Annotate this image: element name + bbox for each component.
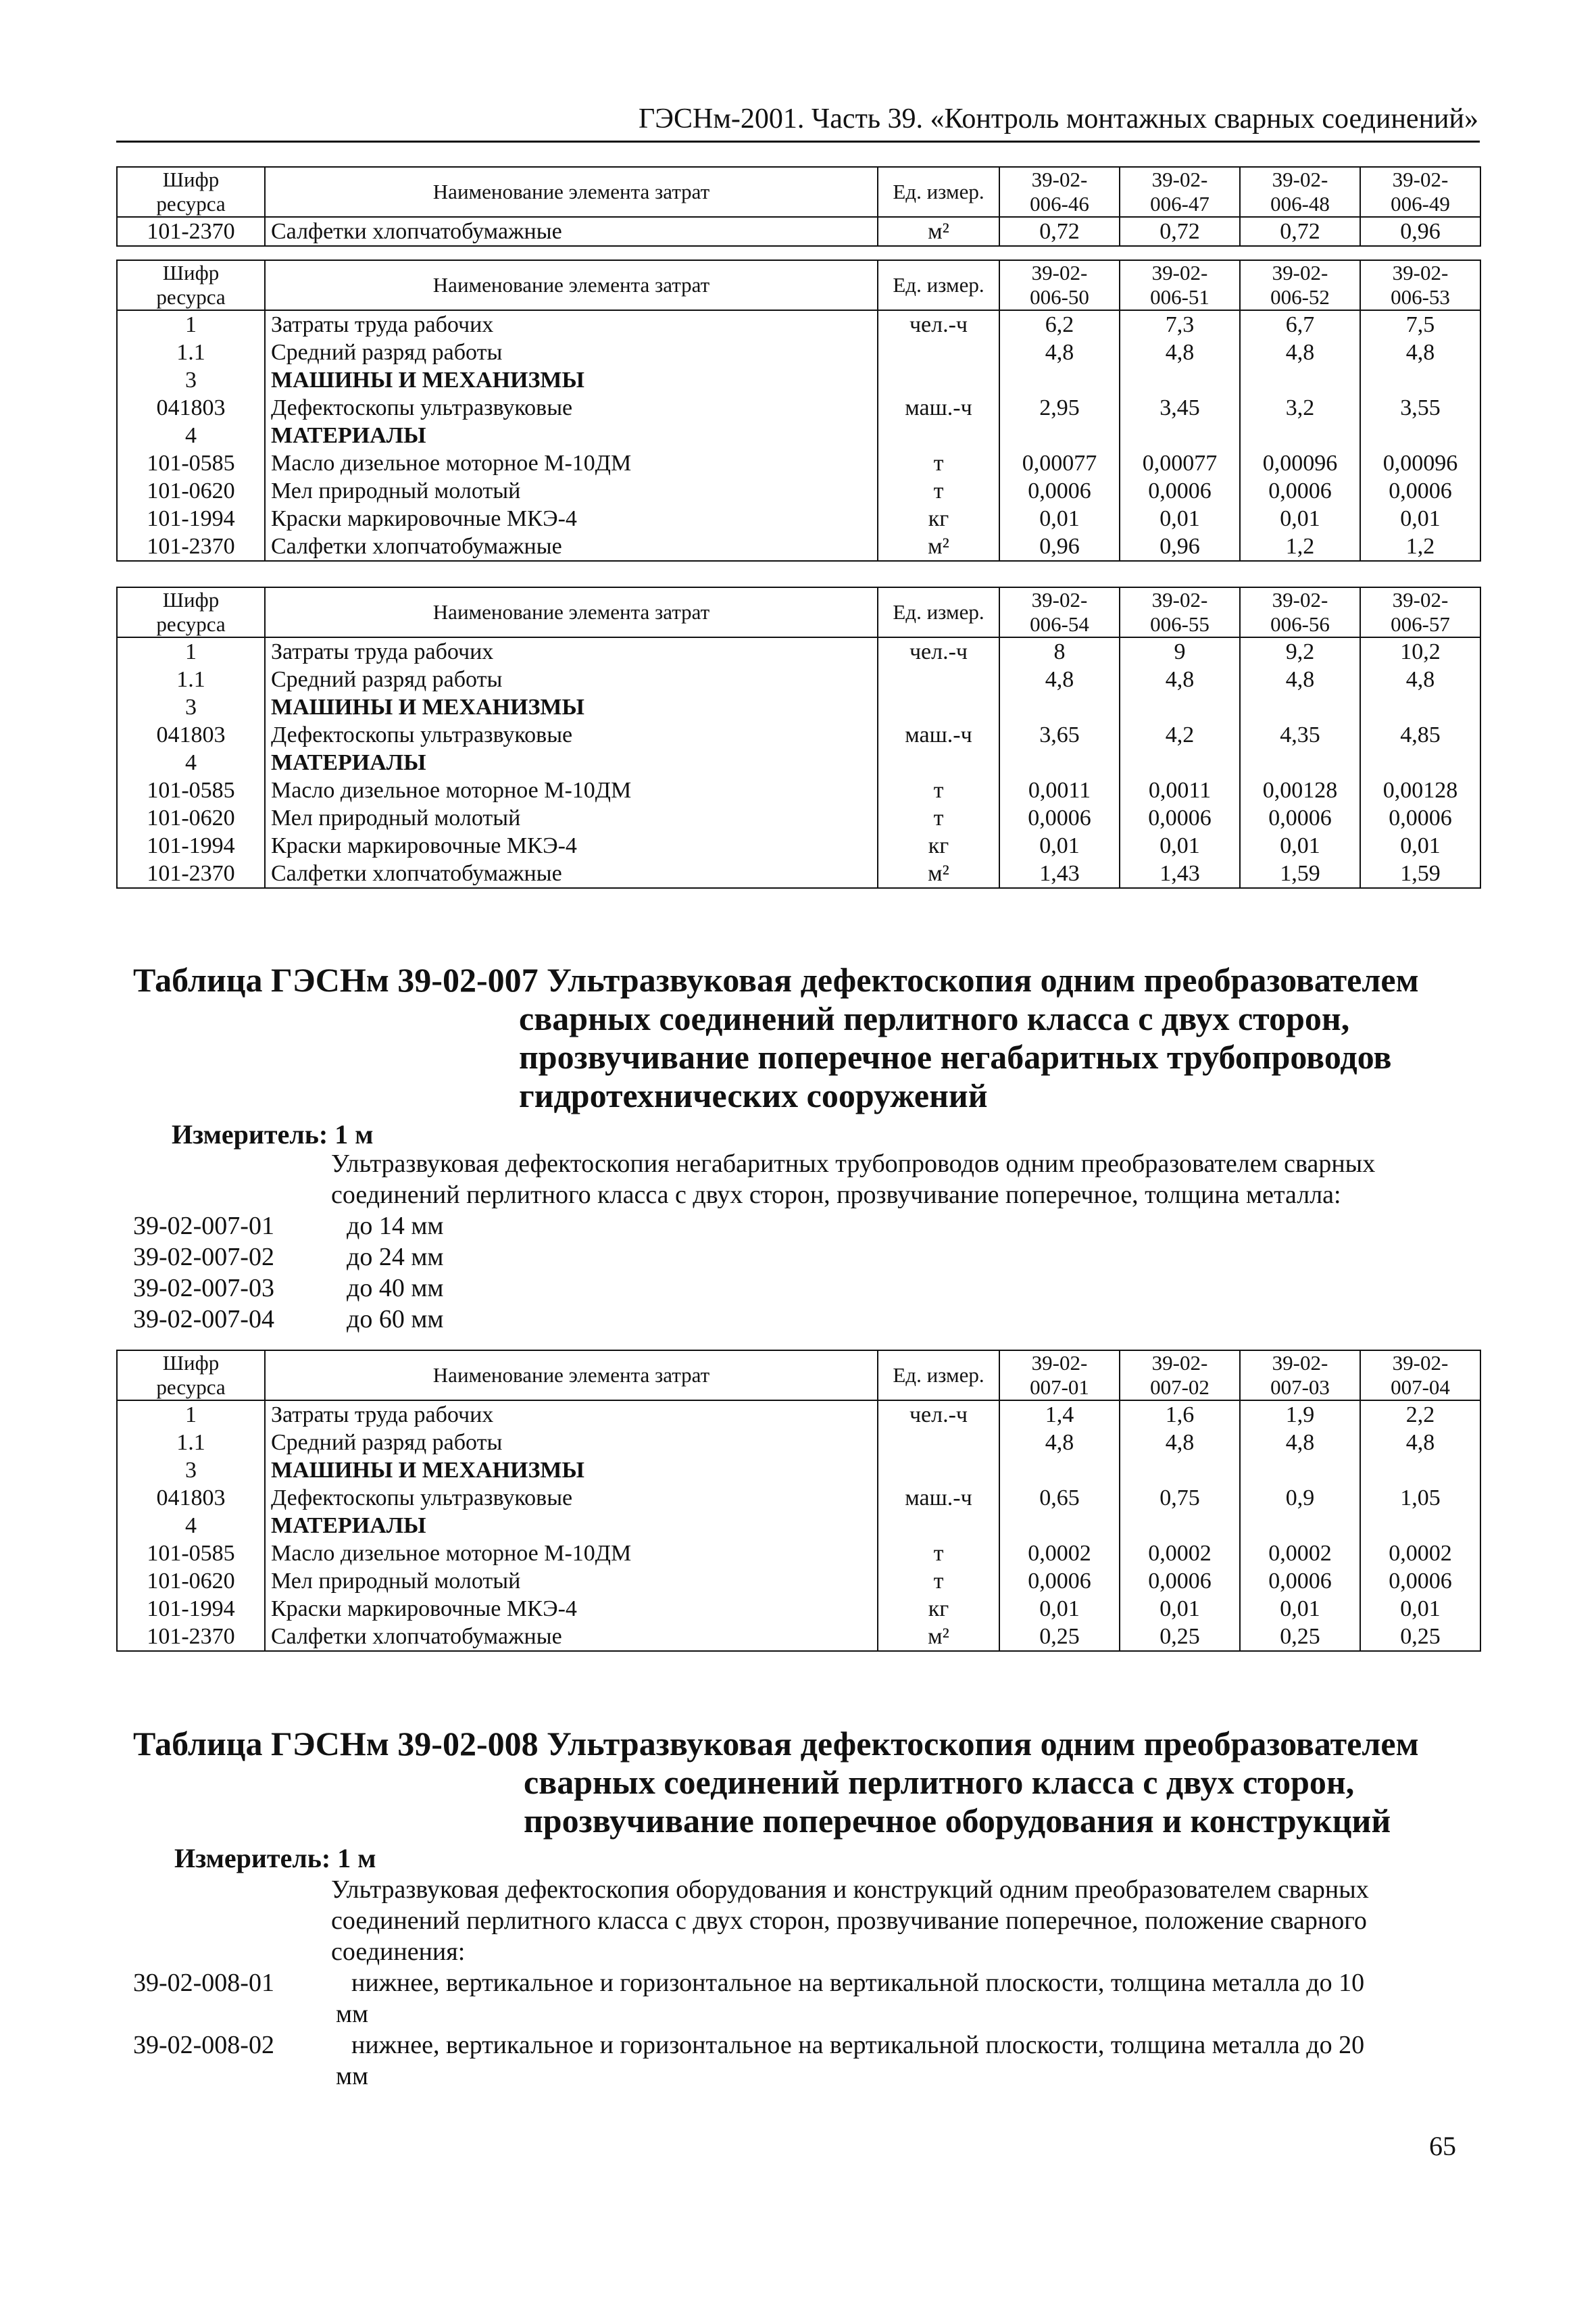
cell-value: 0,96 [1360, 217, 1480, 246]
cell-value: 4,35 [1240, 721, 1360, 749]
cell-value: 0,0006 [999, 804, 1120, 832]
resource-table-007 [116, 1350, 1481, 1652]
cell-unit [878, 749, 999, 777]
table-row [117, 422, 1480, 449]
cell-value: 0,01 [1240, 1595, 1360, 1623]
cell-value [1360, 693, 1480, 721]
cell-code: 101-1994 [117, 1595, 265, 1623]
cell-value: 1,59 [1360, 860, 1480, 888]
cell-unit [878, 422, 999, 449]
cell-code: 1 [117, 1400, 265, 1429]
header-unit: Ед. измер. [878, 587, 999, 637]
cell-unit: чел.-ч [878, 637, 999, 666]
cell-unit: м² [878, 860, 999, 888]
cell-value: 1,43 [1120, 860, 1240, 888]
header-norm-code: 39-02- 006-56 [1240, 587, 1360, 637]
cell-name: МАШИНЫ И МЕХАНИЗМЫ [265, 1456, 878, 1484]
cell-value: 2,95 [999, 394, 1120, 422]
cell-value: 0,25 [1240, 1623, 1360, 1651]
cell-name: МАШИНЫ И МЕХАНИЗМЫ [265, 693, 878, 721]
cell-value: 0,0006 [1240, 1567, 1360, 1595]
item-text: нижнее, вертикальное и горизонтальное на вертикальной плоскости, толщина металла до 10 [351, 1969, 1365, 1997]
item-code: 39-02-008-02 [133, 2031, 274, 2059]
cell-value: 0,01 [1120, 505, 1240, 533]
header-code: Шифр ресурса [117, 167, 265, 217]
cell-unit: чел.-ч [878, 310, 999, 339]
cell-code: 101-0585 [117, 449, 265, 477]
cell-value: 4,8 [999, 339, 1120, 366]
header-unit: Ед. измер. [878, 167, 999, 217]
cell-value: 0,01 [1240, 832, 1360, 860]
header-norm-code: 39-02- 007-02 [1120, 1350, 1240, 1400]
cell-value: 0,72 [1120, 217, 1240, 246]
item-code: 39-02-007-01 [133, 1212, 274, 1240]
cell-unit [878, 1512, 999, 1540]
cell-value: 7,3 [1120, 310, 1240, 339]
cell-value [1360, 1456, 1480, 1484]
cell-name: Мел природный молотый [265, 804, 878, 832]
header-norm-code: 39-02- 006-46 [999, 167, 1120, 217]
cell-value [1120, 749, 1240, 777]
cell-code: 3 [117, 366, 265, 394]
header-norm-code: 39-02- 006-52 [1240, 260, 1360, 310]
table-row [117, 749, 1480, 777]
section-008-title-line2: сварных соединений перлитного класса с двух сторон, [524, 1763, 1355, 1801]
cell-unit: т [878, 449, 999, 477]
cell-name: Салфетки хлопчатобумажные [265, 860, 878, 888]
table-row [117, 366, 1480, 394]
cell-unit: маш.-ч [878, 394, 999, 422]
cell-value: 0,01 [999, 832, 1120, 860]
cell-unit [878, 1456, 999, 1484]
cell-value: 9,2 [1240, 637, 1360, 666]
cell-unit: т [878, 804, 999, 832]
cell-value: 1,59 [1240, 860, 1360, 888]
cell-unit: т [878, 477, 999, 505]
table-row [117, 1595, 1480, 1623]
cell-value: 0,00077 [1120, 449, 1240, 477]
section-008-desc-line2: соединений перлитного класса с двух сторон, прозвучивание поперечное, положение сварного [331, 1906, 1367, 1935]
cell-name: Краски маркировочные МКЭ-4 [265, 505, 878, 533]
cell-value [1360, 749, 1480, 777]
header-norm-code: 39-02- 007-03 [1240, 1350, 1360, 1400]
cell-value: 4,2 [1120, 721, 1240, 749]
cell-name: Дефектоскопы ультразвуковые [265, 394, 878, 422]
cell-value: 1,4 [999, 1400, 1120, 1429]
item-text-cont: мм [336, 2000, 369, 2028]
cell-unit: кг [878, 505, 999, 533]
item-code: 39-02-007-02 [133, 1243, 274, 1271]
table-row [117, 505, 1480, 533]
header-norm-code: 39-02- 007-04 [1360, 1350, 1480, 1400]
item-text: до 24 мм [347, 1243, 444, 1271]
header-norm-code: 39-02- 006-51 [1120, 260, 1240, 310]
cell-value: 0,0006 [1360, 804, 1480, 832]
cell-value: 6,2 [999, 310, 1120, 339]
header-name: Наименование элемента затрат [265, 1350, 878, 1400]
cell-value: 0,0006 [1360, 1567, 1480, 1595]
cell-value: 0,0006 [1120, 477, 1240, 505]
cell-code: 3 [117, 1456, 265, 1484]
cell-name: Салфетки хлопчатобумажные [265, 533, 878, 561]
cell-value: 6,7 [1240, 310, 1360, 339]
cell-value: 0,0002 [1120, 1540, 1240, 1567]
cell-value: 0,00128 [1360, 777, 1480, 804]
cell-value: 0,25 [999, 1623, 1120, 1651]
cell-value [1360, 422, 1480, 449]
cell-value: 0,72 [999, 217, 1120, 246]
table-row [117, 1512, 1480, 1540]
cell-value: 0,01 [1120, 832, 1240, 860]
cell-value: 0,25 [1360, 1623, 1480, 1651]
cell-unit: м² [878, 533, 999, 561]
cell-name: Затраты труда рабочих [265, 310, 878, 339]
cell-value: 0,0006 [999, 477, 1120, 505]
cell-value [1120, 693, 1240, 721]
cell-name: Краски маркировочные МКЭ-4 [265, 832, 878, 860]
cell-code: 101-0620 [117, 477, 265, 505]
cell-value: 0,72 [1240, 217, 1360, 246]
section-007-title-line1: Таблица ГЭСНм 39-02-007 Ультразвуковая дефектоскопия одним преобразователем [133, 961, 1419, 999]
cell-value [1240, 749, 1360, 777]
cell-code: 4 [117, 749, 265, 777]
header-code: Шифр ресурса [117, 1350, 265, 1400]
cell-code: 1 [117, 637, 265, 666]
cell-value: 4,8 [1240, 1429, 1360, 1456]
cell-value: 1,43 [999, 860, 1120, 888]
cell-code: 101-1994 [117, 505, 265, 533]
table-row [117, 394, 1480, 422]
section-007-title-line2: сварных соединений перлитного класса с двух сторон, [519, 1000, 1350, 1037]
cell-code: 101-1994 [117, 832, 265, 860]
cell-value: 3,45 [1120, 394, 1240, 422]
cell-value [1120, 1512, 1240, 1540]
cell-value [1120, 422, 1240, 449]
header-name: Наименование элемента затрат [265, 167, 878, 217]
table-row [117, 217, 1480, 246]
cell-name: Средний разряд работы [265, 666, 878, 693]
cell-value [1240, 693, 1360, 721]
cell-name: Салфетки хлопчатобумажные [265, 217, 878, 246]
cell-value: 3,55 [1360, 394, 1480, 422]
cell-name: Дефектоскопы ультразвуковые [265, 721, 878, 749]
cell-name: Мел природный молотый [265, 477, 878, 505]
header-norm-code: 39-02- 006-50 [999, 260, 1120, 310]
cell-value: 0,96 [999, 533, 1120, 561]
table-row [117, 1567, 1480, 1595]
table-row [117, 1484, 1480, 1512]
cell-value: 0,01 [1360, 505, 1480, 533]
cell-code: 101-2370 [117, 1623, 265, 1651]
section-007-measure: Измеритель: 1 м [172, 1119, 374, 1150]
section-008-title-line1: Таблица ГЭСНм 39-02-008 Ультразвуковая дефектоскопия одним преобразователем [133, 1725, 1419, 1763]
item-text: до 40 мм [347, 1274, 444, 1302]
cell-value [999, 422, 1120, 449]
cell-value: 0,01 [999, 505, 1120, 533]
cell-value: 0,0011 [1120, 777, 1240, 804]
table-row [117, 777, 1480, 804]
cell-code: 101-0620 [117, 1567, 265, 1595]
cell-name: Дефектоскопы ультразвуковые [265, 1484, 878, 1512]
cell-value: 2,2 [1360, 1400, 1480, 1429]
table-row [117, 477, 1480, 505]
cell-value [1240, 1456, 1360, 1484]
table-row [117, 449, 1480, 477]
cell-value: 1,2 [1240, 533, 1360, 561]
table-row [117, 860, 1480, 888]
cell-name: Краски маркировочные МКЭ-4 [265, 1595, 878, 1623]
table-row [117, 310, 1480, 339]
cell-value: 7,5 [1360, 310, 1480, 339]
cell-value: 4,8 [1360, 1429, 1480, 1456]
cell-value: 3,65 [999, 721, 1120, 749]
cell-unit [878, 666, 999, 693]
cell-value: 4,8 [1240, 666, 1360, 693]
cell-name: Салфетки хлопчатобумажные [265, 1623, 878, 1651]
resource-table-006-50 [116, 260, 1481, 562]
cell-value: 0,0002 [1240, 1540, 1360, 1567]
cell-value [999, 1456, 1120, 1484]
cell-value: 1,6 [1120, 1400, 1240, 1429]
cell-value: 0,01 [1360, 832, 1480, 860]
cell-code: 1.1 [117, 666, 265, 693]
cell-value: 10,2 [1360, 637, 1480, 666]
cell-value: 4,85 [1360, 721, 1480, 749]
cell-value: 0,0002 [999, 1540, 1120, 1567]
cell-unit [878, 366, 999, 394]
cell-code: 4 [117, 1512, 265, 1540]
table-row [117, 804, 1480, 832]
cell-unit: кг [878, 832, 999, 860]
cell-value [1240, 366, 1360, 394]
page-number: 65 [1429, 2131, 1456, 2161]
cell-unit [878, 1429, 999, 1456]
section-008-desc-line3: соединения: [331, 1938, 466, 1966]
cell-value: 0,0006 [1360, 477, 1480, 505]
header-norm-code: 39-02- 006-57 [1360, 587, 1480, 637]
cell-value [1360, 1512, 1480, 1540]
cell-value: 0,01 [999, 1595, 1120, 1623]
cell-value: 4,8 [1120, 339, 1240, 366]
cell-unit [878, 339, 999, 366]
cell-name: Средний разряд работы [265, 1429, 878, 1456]
cell-unit: маш.-ч [878, 1484, 999, 1512]
table-row [117, 1623, 1480, 1651]
cell-unit: м² [878, 217, 999, 246]
cell-unit: т [878, 1540, 999, 1567]
cell-value: 0,0002 [1360, 1540, 1480, 1567]
cell-unit: м² [878, 1623, 999, 1651]
cell-name: Затраты труда рабочих [265, 1400, 878, 1429]
cell-value [1240, 422, 1360, 449]
cell-value: 0,9 [1240, 1484, 1360, 1512]
cell-value: 1,2 [1360, 533, 1480, 561]
item-text: до 14 мм [347, 1212, 444, 1240]
cell-value [1120, 1456, 1240, 1484]
cell-value: 4,8 [999, 666, 1120, 693]
table-row [117, 666, 1480, 693]
item-text: нижнее, вертикальное и горизонтальное на вертикальной плоскости, толщина металла до 20 [351, 2031, 1365, 2059]
table-header-row [117, 587, 1480, 637]
cell-name: Средний разряд работы [265, 339, 878, 366]
cell-value: 0,00096 [1360, 449, 1480, 477]
cell-value: 0,00128 [1240, 777, 1360, 804]
header-norm-code: 39-02- 006-54 [999, 587, 1120, 637]
cell-name: Мел природный молотый [265, 1567, 878, 1595]
cell-value: 4,8 [1120, 1429, 1240, 1456]
table-row [117, 1400, 1480, 1429]
cell-code: 4 [117, 422, 265, 449]
cell-value: 1,05 [1360, 1484, 1480, 1512]
item-code: 39-02-008-01 [133, 1969, 274, 1997]
cell-unit: т [878, 1567, 999, 1595]
header-code: Шифр ресурса [117, 587, 265, 637]
cell-code: 041803 [117, 721, 265, 749]
cell-value: 0,00096 [1240, 449, 1360, 477]
table-row [117, 1429, 1480, 1456]
cell-value: 0,01 [1240, 505, 1360, 533]
header-norm-code: 39-02- 006-53 [1360, 260, 1480, 310]
cell-name: Масло дизельное моторное М-10ДМ [265, 449, 878, 477]
cell-value: 4,8 [1360, 666, 1480, 693]
cell-name: МАТЕРИАЛЫ [265, 749, 878, 777]
item-text: до 60 мм [347, 1305, 444, 1333]
cell-value: 0,0006 [1120, 804, 1240, 832]
cell-value: 8 [999, 637, 1120, 666]
table-header-row [117, 1350, 1480, 1400]
cell-value [1120, 366, 1240, 394]
section-007-title-line3: прозвучивание поперечное негабаритных трубопроводов [519, 1038, 1392, 1076]
cell-code: 1.1 [117, 1429, 265, 1456]
header-norm-code: 39-02- 006-49 [1360, 167, 1480, 217]
cell-code: 101-2370 [117, 860, 265, 888]
header-name: Наименование элемента затрат [265, 260, 878, 310]
cell-code: 041803 [117, 394, 265, 422]
item-code: 39-02-007-03 [133, 1274, 274, 1302]
cell-value: 0,0006 [1240, 477, 1360, 505]
header-code: Шифр ресурса [117, 260, 265, 310]
header-unit: Ед. измер. [878, 260, 999, 310]
cell-value: 0,01 [1120, 1595, 1240, 1623]
section-007-desc-line1: Ультразвуковая дефектоскопия негабаритных трубопроводов одним преобразователем сварных [331, 1150, 1376, 1178]
cell-value: 0,96 [1120, 533, 1240, 561]
header-rule [116, 141, 1480, 143]
cell-value [999, 1512, 1120, 1540]
cell-value: 9 [1120, 637, 1240, 666]
cell-code: 041803 [117, 1484, 265, 1512]
cell-code: 101-0620 [117, 804, 265, 832]
header-norm-code: 39-02- 007-01 [999, 1350, 1120, 1400]
cell-unit: кг [878, 1595, 999, 1623]
table-row [117, 339, 1480, 366]
cell-value: 4,8 [1360, 339, 1480, 366]
cell-code: 101-2370 [117, 533, 265, 561]
cell-value: 0,65 [999, 1484, 1120, 1512]
cell-value: 1,9 [1240, 1400, 1360, 1429]
cell-code: 101-0585 [117, 1540, 265, 1567]
cell-code: 101-0585 [117, 777, 265, 804]
cell-name: МАШИНЫ И МЕХАНИЗМЫ [265, 366, 878, 394]
cell-value: 4,8 [999, 1429, 1120, 1456]
table-row [117, 533, 1480, 561]
running-header: ГЭСНм-2001. Часть 39. «Контроль монтажных сварных соединений» [639, 103, 1478, 134]
item-code: 39-02-007-04 [133, 1305, 274, 1333]
section-008-title-line3: прозвучивание поперечное оборудования и конструкций [524, 1802, 1391, 1840]
cell-value [999, 366, 1120, 394]
table-row [117, 637, 1480, 666]
cell-value: 0,0006 [1240, 804, 1360, 832]
cell-value [999, 693, 1120, 721]
table-header-row [117, 260, 1480, 310]
cell-value: 0,25 [1120, 1623, 1240, 1651]
cell-code: 1 [117, 310, 265, 339]
section-008-measure: Измеритель: 1 м [174, 1843, 376, 1873]
cell-unit: чел.-ч [878, 1400, 999, 1429]
table-header-row [117, 167, 1480, 217]
cell-value [1240, 1512, 1360, 1540]
cell-value: 0,75 [1120, 1484, 1240, 1512]
resource-table-006-46 [116, 166, 1481, 247]
cell-value: 4,8 [1120, 666, 1240, 693]
cell-value [999, 749, 1120, 777]
cell-unit: маш.-ч [878, 721, 999, 749]
table-row [117, 1456, 1480, 1484]
cell-code: 3 [117, 693, 265, 721]
cell-name: Затраты труда рабочих [265, 637, 878, 666]
table-row [117, 693, 1480, 721]
section-007-desc-line2: соединений перлитного класса с двух сторон, прозвучивание поперечное, толщина металла: [331, 1181, 1341, 1209]
cell-value: 4,8 [1240, 339, 1360, 366]
cell-value: 0,00077 [999, 449, 1120, 477]
cell-unit: т [878, 777, 999, 804]
item-text-cont: мм [336, 2062, 369, 2090]
cell-name: МАТЕРИАЛЫ [265, 422, 878, 449]
cell-value: 0,0006 [1120, 1567, 1240, 1595]
header-norm-code: 39-02- 006-55 [1120, 587, 1240, 637]
cell-code: 101-2370 [117, 217, 265, 246]
header-unit: Ед. измер. [878, 1350, 999, 1400]
table-row [117, 1540, 1480, 1567]
section-007-title-line4: гидротехнических сооружений [519, 1077, 988, 1114]
table-row [117, 721, 1480, 749]
cell-value: 0,0011 [999, 777, 1120, 804]
cell-name: Масло дизельное моторное М-10ДМ [265, 777, 878, 804]
resource-table-006-54 [116, 587, 1481, 889]
cell-value: 0,0006 [999, 1567, 1120, 1595]
table-row [117, 832, 1480, 860]
section-008-desc-line1: Ультразвуковая дефектоскопия оборудования и конструкций одним преобразователем сварных [331, 1875, 1369, 1904]
header-name: Наименование элемента затрат [265, 587, 878, 637]
header-norm-code: 39-02- 006-48 [1240, 167, 1360, 217]
cell-value [1360, 366, 1480, 394]
header-norm-code: 39-02- 006-47 [1120, 167, 1240, 217]
cell-code: 1.1 [117, 339, 265, 366]
cell-value: 3,2 [1240, 394, 1360, 422]
cell-name: Масло дизельное моторное М-10ДМ [265, 1540, 878, 1567]
cell-unit [878, 693, 999, 721]
cell-name: МАТЕРИАЛЫ [265, 1512, 878, 1540]
cell-value: 0,01 [1360, 1595, 1480, 1623]
